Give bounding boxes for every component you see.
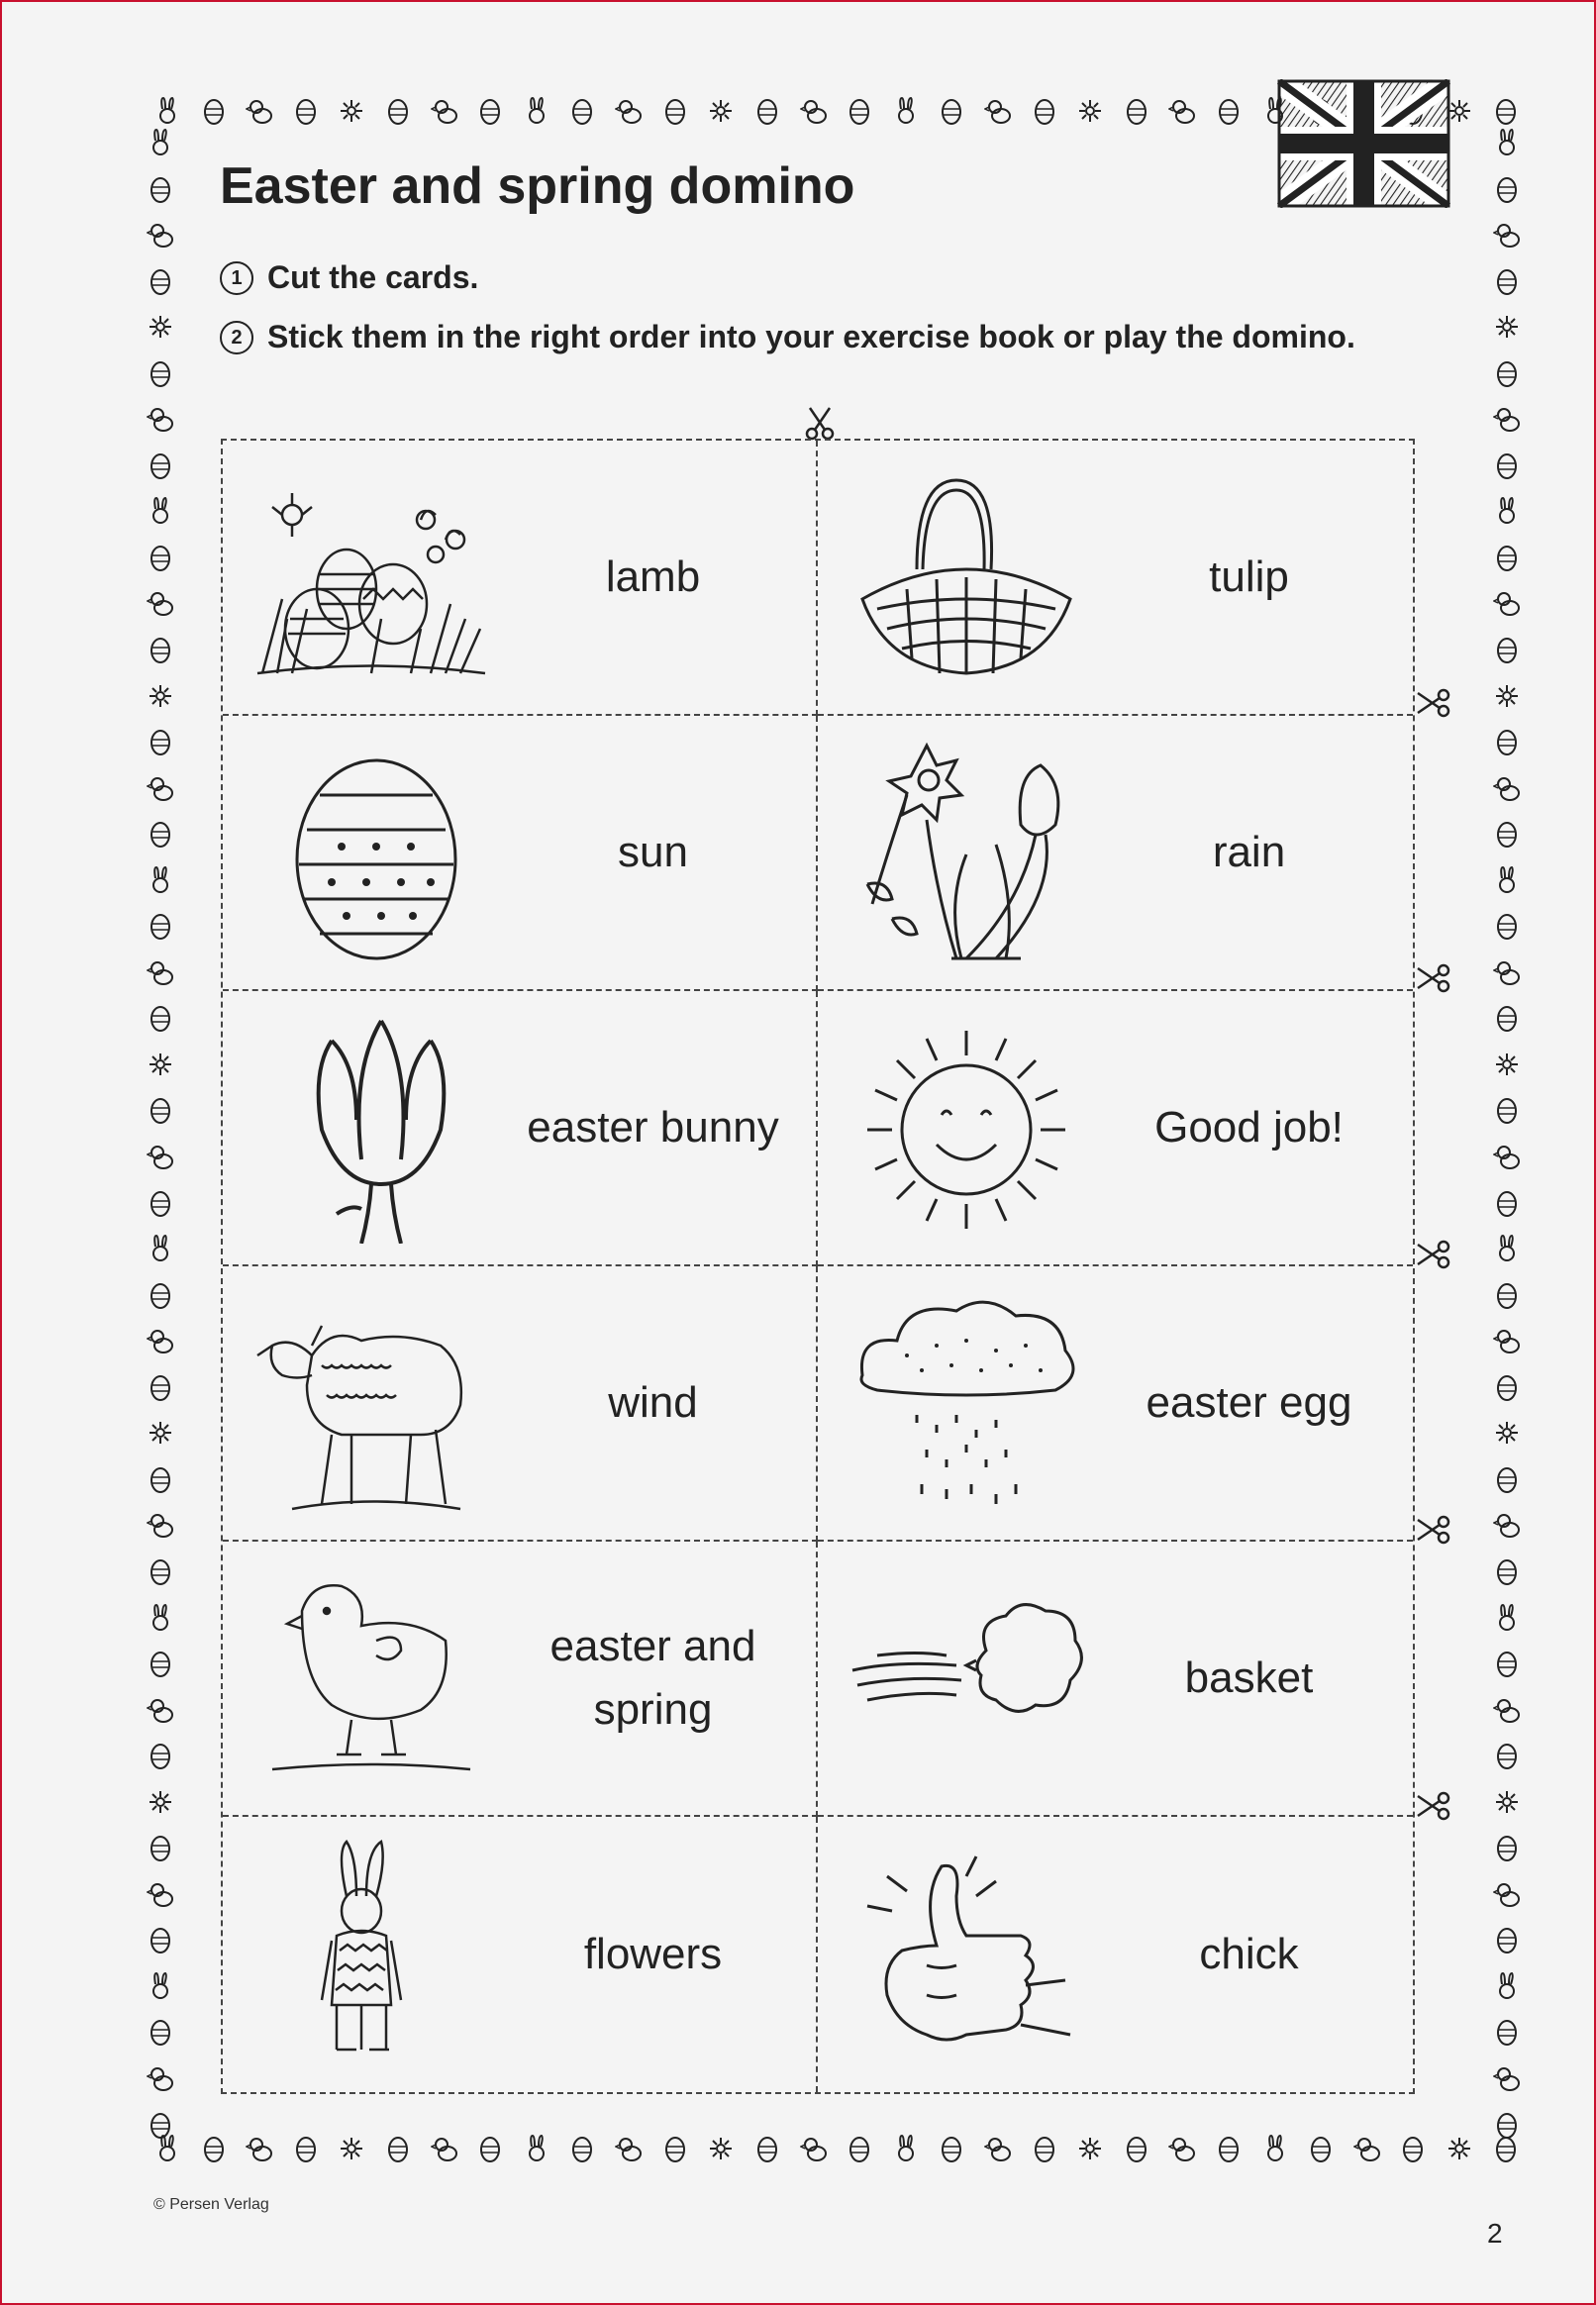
domino-card[interactable] (818, 716, 1413, 991)
bunny-icon (1493, 1604, 1521, 1632)
flower-icon (707, 97, 735, 125)
bunny-icon (1493, 1972, 1521, 2000)
egg-icon (1031, 2135, 1058, 2162)
chick-icon (1493, 1327, 1521, 1354)
flower-icon (338, 2135, 365, 2162)
egg-icon (147, 359, 174, 387)
domino-card[interactable] (818, 991, 1413, 1266)
scissors-icon (1414, 958, 1453, 998)
chick-icon (147, 1143, 174, 1170)
bunny-icon (147, 1604, 174, 1632)
egg-icon (147, 544, 174, 571)
chick-icon (147, 774, 174, 802)
card-word: easter bunny (527, 1103, 779, 1152)
chick-icon (431, 2135, 458, 2162)
egg-icon (292, 2135, 320, 2162)
tulip-icon (252, 1011, 490, 1244)
egg-icon (1123, 2135, 1150, 2162)
egg-icon (1031, 97, 1058, 125)
egg-icon (753, 97, 781, 125)
domino-card[interactable] (223, 1266, 818, 1542)
easter-egg-icon (252, 736, 490, 968)
step-number: 2 (220, 321, 253, 354)
flower-icon (1493, 313, 1521, 341)
card-word: wind (608, 1378, 698, 1427)
chick-icon (147, 405, 174, 433)
egg-icon (1493, 912, 1521, 940)
domino-card[interactable] (223, 991, 818, 1266)
egg-icon (1493, 1465, 1521, 1493)
egg-icon (476, 2135, 504, 2162)
domino-card[interactable] (818, 1266, 1413, 1542)
domino-card[interactable] (223, 1817, 818, 2092)
egg-icon (1493, 1373, 1521, 1401)
egg-icon (147, 1189, 174, 1217)
easter-border-bottom (153, 2129, 1520, 2168)
egg-icon (846, 97, 873, 125)
egg-icon (938, 97, 965, 125)
egg-icon (147, 1373, 174, 1401)
bunny-icon (1493, 129, 1521, 156)
chick-icon (147, 221, 174, 249)
flower-icon (1076, 97, 1104, 125)
egg-icon (147, 728, 174, 755)
scissors-icon (1414, 1510, 1453, 1550)
chick-icon (615, 2135, 643, 2162)
egg-icon (147, 1281, 174, 1309)
flower-icon (147, 682, 174, 710)
chick-icon (1493, 774, 1521, 802)
flower-icon (147, 1051, 174, 1078)
flower-icon (1493, 682, 1521, 710)
egg-icon (292, 97, 320, 125)
chick-icon (1168, 2135, 1196, 2162)
egg-icon (147, 1742, 174, 1769)
chick-icon (1493, 958, 1521, 986)
chick-icon (147, 1327, 174, 1354)
bunny-icon (147, 1972, 174, 2000)
bunny-icon (1493, 866, 1521, 894)
chick-icon (147, 1880, 174, 1908)
card-word: lamb (605, 552, 701, 601)
bunny-icon (147, 866, 174, 894)
bunny-icon (892, 97, 920, 125)
card-word: tulip (1209, 552, 1289, 601)
egg-icon (384, 2135, 412, 2162)
egg-icon (147, 636, 174, 663)
egg-icon (568, 97, 596, 125)
scissors-icon (1414, 683, 1453, 723)
chick-icon (1493, 589, 1521, 617)
flower-icon (1446, 2135, 1473, 2162)
egg-icon (1399, 2135, 1427, 2162)
chick-icon (984, 97, 1012, 125)
chick-icon (147, 2064, 174, 2092)
domino-card[interactable] (818, 1542, 1413, 1817)
spring-flowers-icon (848, 736, 1085, 968)
scissors-icon (800, 404, 840, 444)
chick-icon (147, 958, 174, 986)
thumbs-up-icon (848, 1837, 1085, 2069)
flower-icon (147, 313, 174, 341)
bunny-icon (1493, 497, 1521, 525)
chick-icon (1493, 1143, 1521, 1170)
chick-icon (431, 97, 458, 125)
egg-icon (147, 2111, 174, 2139)
card-word: rain (1212, 828, 1286, 876)
egg-icon (568, 2135, 596, 2162)
egg-icon (147, 2018, 174, 2046)
egg-icon (147, 175, 174, 203)
chick-icon (1493, 405, 1521, 433)
page-number: 2 (1487, 2218, 1503, 2249)
easter-eggs-in-grass-icon (252, 460, 490, 693)
chick-icon (1493, 1511, 1521, 1539)
chick-icon (147, 589, 174, 617)
egg-icon (1493, 1281, 1521, 1309)
flower-icon (147, 1419, 174, 1447)
egg-icon (147, 820, 174, 848)
domino-card[interactable] (223, 1542, 818, 1817)
egg-icon (1493, 1650, 1521, 1677)
card-word: sun (618, 828, 688, 876)
bunny-icon (892, 2135, 920, 2162)
egg-icon (1492, 97, 1520, 125)
chick-icon (984, 2135, 1012, 2162)
easter-bunny-icon (252, 1837, 490, 2069)
chick-icon (246, 97, 273, 125)
domino-grid (221, 439, 1415, 2094)
egg-icon (1215, 97, 1243, 125)
card-word: basket (1184, 1654, 1314, 1702)
egg-icon (1493, 636, 1521, 663)
wind-icon (848, 1561, 1085, 1794)
chick-icon (147, 1696, 174, 1724)
egg-icon (200, 97, 228, 125)
egg-icon (147, 912, 174, 940)
bunny-icon (523, 97, 550, 125)
bunny-icon (147, 129, 174, 156)
flower-icon (1493, 1051, 1521, 1078)
egg-icon (938, 2135, 965, 2162)
egg-icon (1307, 2135, 1335, 2162)
egg-icon (1493, 1189, 1521, 1217)
basket-icon (848, 460, 1085, 693)
egg-icon (147, 1557, 174, 1585)
flower-icon (1493, 1419, 1521, 1447)
bunny-icon (523, 2135, 550, 2162)
egg-icon (147, 451, 174, 479)
card-word: easter egg (1146, 1378, 1352, 1427)
chick-icon (1493, 1880, 1521, 1908)
uk-flag-icon (1277, 79, 1450, 208)
egg-icon (384, 97, 412, 125)
bunny-icon (147, 497, 174, 525)
egg-icon (846, 2135, 873, 2162)
egg-icon (1215, 2135, 1243, 2162)
instruction-text: Stick them in the right order into your exercise book or play the domino. (267, 319, 1355, 354)
egg-icon (147, 1834, 174, 1861)
egg-icon (1493, 1557, 1521, 1585)
egg-icon (1493, 820, 1521, 848)
egg-icon (753, 2135, 781, 2162)
egg-icon (147, 1926, 174, 1954)
domino-card[interactable] (223, 716, 818, 991)
chick-icon (246, 2135, 273, 2162)
copyright-notice: © Persen Verlag (153, 2196, 269, 2213)
egg-icon (1493, 1096, 1521, 1124)
bunny-icon (1261, 2135, 1289, 2162)
domino-card[interactable] (818, 1817, 1413, 2092)
card-word: chick (1199, 1930, 1299, 1978)
egg-icon (1493, 2111, 1521, 2139)
egg-icon (476, 97, 504, 125)
easter-border-right (1487, 129, 1527, 2139)
bunny-icon (153, 97, 181, 125)
chick-icon (147, 1511, 174, 1539)
egg-icon (1493, 1926, 1521, 1954)
egg-icon (1493, 1742, 1521, 1769)
flower-icon (338, 97, 365, 125)
flower-icon (1076, 2135, 1104, 2162)
card-word: Good job! (1154, 1103, 1344, 1152)
chick-icon (252, 1561, 490, 1794)
flower-icon (707, 2135, 735, 2162)
rain-cloud-icon (848, 1286, 1085, 1519)
chick-icon (1168, 97, 1196, 125)
egg-icon (661, 2135, 689, 2162)
egg-icon (1123, 97, 1150, 125)
domino-card[interactable] (223, 441, 818, 716)
egg-icon (147, 1096, 174, 1124)
bunny-icon (147, 1235, 174, 1262)
flower-icon (1493, 1788, 1521, 1816)
instruction-2 (220, 319, 1355, 355)
scissors-icon (1414, 1786, 1453, 1826)
instruction-1 (220, 259, 478, 296)
sun-icon (848, 1011, 1085, 1244)
egg-icon (147, 1650, 174, 1677)
card-word: flowers (583, 1930, 723, 1978)
flower-icon (147, 1788, 174, 1816)
worksheet-title: Easter and spring domino (220, 157, 855, 215)
egg-icon (661, 97, 689, 125)
scissors-icon (1414, 1235, 1453, 1274)
chick-icon (615, 97, 643, 125)
egg-icon (147, 1004, 174, 1032)
easter-border-left (141, 129, 180, 2139)
egg-icon (1493, 728, 1521, 755)
bunny-icon (1493, 1235, 1521, 1262)
egg-icon (147, 1465, 174, 1493)
egg-icon (1493, 451, 1521, 479)
egg-icon (1493, 267, 1521, 295)
chick-icon (1493, 2064, 1521, 2092)
step-number: 1 (220, 261, 253, 295)
chick-icon (1493, 1696, 1521, 1724)
egg-icon (1493, 1834, 1521, 1861)
chick-icon (1353, 2135, 1381, 2162)
chick-icon (1493, 221, 1521, 249)
domino-card[interactable] (818, 441, 1413, 716)
egg-icon (147, 267, 174, 295)
chick-icon (800, 2135, 828, 2162)
card-word: easter and spring (549, 1622, 756, 1734)
egg-icon (1493, 544, 1521, 571)
bunny-icon (153, 2135, 181, 2162)
egg-icon (1492, 2135, 1520, 2162)
egg-icon (1493, 2018, 1521, 2046)
lamb-icon (252, 1286, 490, 1519)
egg-icon (1493, 359, 1521, 387)
instruction-text: Cut the cards. (267, 259, 479, 295)
egg-icon (1493, 1004, 1521, 1032)
chick-icon (800, 97, 828, 125)
egg-icon (200, 2135, 228, 2162)
egg-icon (1493, 175, 1521, 203)
